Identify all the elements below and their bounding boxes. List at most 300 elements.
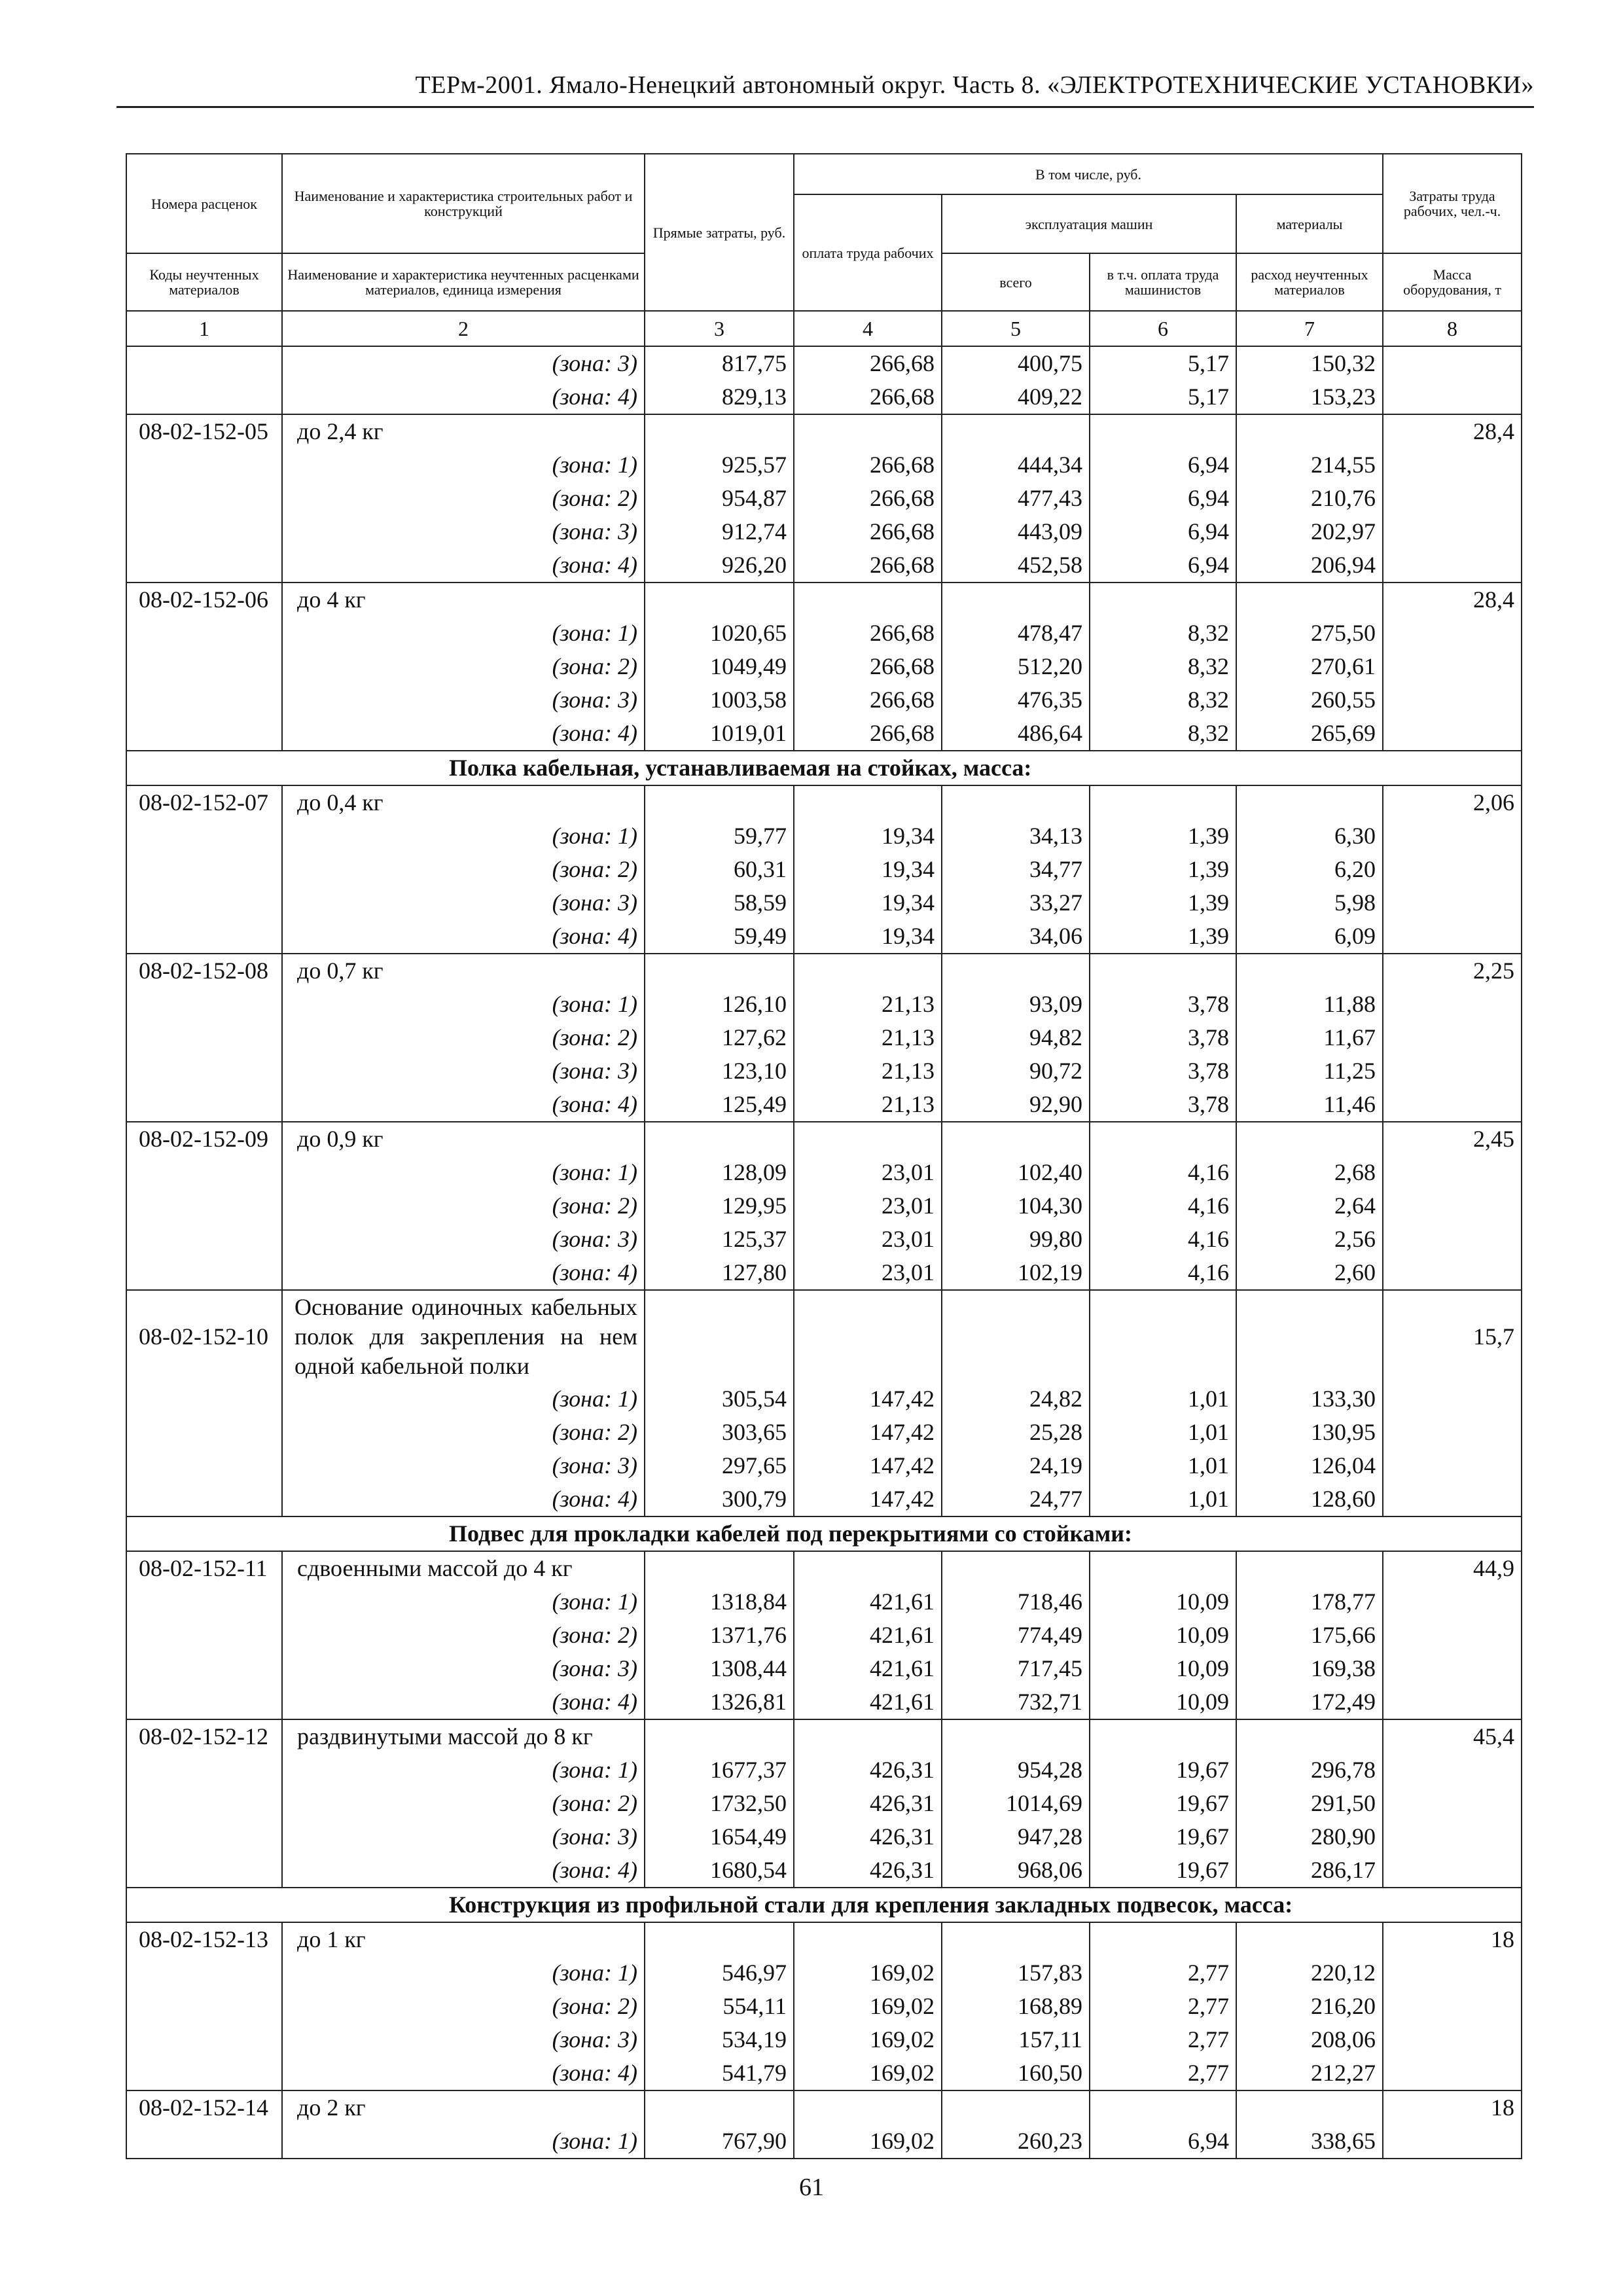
direct-costs: 546,97 bbox=[645, 1956, 794, 1990]
zone-row bbox=[126, 1753, 1522, 1787]
empty-cell bbox=[942, 1122, 1090, 1156]
machines-total: 25,28 bbox=[942, 1416, 1090, 1449]
zone-row bbox=[126, 683, 1522, 717]
rate-code: 08-02-152-05 bbox=[126, 414, 282, 448]
worker-pay: 266,68 bbox=[794, 617, 942, 650]
empty-cell bbox=[1090, 583, 1236, 617]
operator-pay: 1,01 bbox=[1090, 1449, 1236, 1482]
empty-cell bbox=[126, 1088, 282, 1122]
worker-pay: 169,02 bbox=[794, 2023, 942, 2056]
empty-cell bbox=[645, 1551, 794, 1585]
col-header-unaccounted-materials: расход неучтенных материалов bbox=[1236, 253, 1383, 311]
worker-pay: 266,68 bbox=[794, 650, 942, 683]
section-title: Подвес для прокладки кабелей под перекрытиями со стойками: bbox=[282, 1516, 1522, 1551]
zone-row bbox=[126, 1416, 1522, 1449]
materials-cost: 296,78 bbox=[1236, 1753, 1383, 1787]
empty-cell bbox=[1383, 1820, 1522, 1854]
zone-row bbox=[126, 1256, 1522, 1290]
materials-cost: 6,09 bbox=[1236, 920, 1383, 954]
worker-pay: 19,34 bbox=[794, 853, 942, 886]
machines-total: 947,28 bbox=[942, 1820, 1090, 1854]
zone-row bbox=[126, 1189, 1522, 1223]
direct-costs: 817,75 bbox=[645, 346, 794, 380]
zone-row bbox=[126, 1021, 1522, 1054]
direct-costs: 303,65 bbox=[645, 1416, 794, 1449]
worker-pay: 266,68 bbox=[794, 515, 942, 548]
empty-cell bbox=[126, 1990, 282, 2023]
rate-name: до 0,7 кг bbox=[282, 954, 645, 988]
zone-row bbox=[126, 1854, 1522, 1888]
empty-cell bbox=[645, 785, 794, 819]
labor-hours: 2,25 bbox=[1383, 954, 1522, 988]
table-header bbox=[126, 154, 1522, 346]
direct-costs: 1326,81 bbox=[645, 1685, 794, 1719]
section-spacer bbox=[126, 1516, 282, 1551]
empty-cell bbox=[1383, 448, 1522, 482]
machines-total: 732,71 bbox=[942, 1685, 1090, 1719]
document-title: ТЕРм-2001. Ямало-Ненецкий автономный округ. Часть 8. «ЭЛЕКТРОТЕХНИЧЕСКИЕ УСТАНОВКИ» bbox=[415, 71, 1534, 99]
worker-pay: 266,68 bbox=[794, 717, 942, 751]
machines-total: 99,80 bbox=[942, 1223, 1090, 1256]
direct-costs: 1680,54 bbox=[645, 1854, 794, 1888]
empty-cell bbox=[1383, 1189, 1522, 1223]
zone-label: (зона: 4) bbox=[282, 1256, 645, 1290]
direct-costs: 123,10 bbox=[645, 1054, 794, 1088]
zone-label: (зона: 3) bbox=[282, 683, 645, 717]
empty-cell bbox=[942, 1719, 1090, 1753]
machines-total: 24,82 bbox=[942, 1382, 1090, 1416]
col-header-worker-pay: оплата труда рабочих bbox=[794, 194, 942, 311]
worker-pay: 23,01 bbox=[794, 1189, 942, 1223]
machines-total: 94,82 bbox=[942, 1021, 1090, 1054]
zone-label: (зона: 2) bbox=[282, 1990, 645, 2023]
empty-cell bbox=[794, 414, 942, 448]
rate-code: 08-02-152-07 bbox=[126, 785, 282, 819]
materials-cost: 220,12 bbox=[1236, 1956, 1383, 1990]
worker-pay: 169,02 bbox=[794, 2125, 942, 2159]
empty-cell bbox=[1236, 1922, 1383, 1956]
empty-cell bbox=[794, 785, 942, 819]
labor-hours: 45,4 bbox=[1383, 1719, 1522, 1753]
materials-cost: 270,61 bbox=[1236, 650, 1383, 683]
worker-pay: 169,02 bbox=[794, 1990, 942, 2023]
empty-cell bbox=[126, 1652, 282, 1685]
empty-cell bbox=[1090, 414, 1236, 448]
empty-cell bbox=[1383, 1256, 1522, 1290]
zone-row bbox=[126, 346, 1522, 380]
worker-pay: 421,61 bbox=[794, 1619, 942, 1652]
materials-cost: 6,30 bbox=[1236, 819, 1383, 853]
empty-cell bbox=[1383, 1382, 1522, 1416]
rates-table bbox=[126, 153, 1522, 2159]
empty-cell bbox=[1383, 1482, 1522, 1516]
operator-pay: 2,77 bbox=[1090, 2023, 1236, 2056]
empty-cell bbox=[126, 2056, 282, 2090]
machines-total: 476,35 bbox=[942, 683, 1090, 717]
col-number: 5 bbox=[942, 311, 1090, 346]
worker-pay: 266,68 bbox=[794, 448, 942, 482]
zone-label: (зона: 3) bbox=[282, 2023, 645, 2056]
materials-cost: 265,69 bbox=[1236, 717, 1383, 751]
zone-label: (зона: 1) bbox=[282, 1753, 645, 1787]
empty-cell bbox=[1236, 1122, 1383, 1156]
machines-total: 774,49 bbox=[942, 1619, 1090, 1652]
empty-cell bbox=[1090, 785, 1236, 819]
operator-pay: 1,01 bbox=[1090, 1416, 1236, 1449]
worker-pay: 421,61 bbox=[794, 1652, 942, 1685]
empty-cell bbox=[1383, 1585, 1522, 1619]
page-header bbox=[116, 71, 1534, 108]
materials-cost: 169,38 bbox=[1236, 1652, 1383, 1685]
direct-costs: 534,19 bbox=[645, 2023, 794, 2056]
empty-cell bbox=[126, 1482, 282, 1516]
zone-label: (зона: 4) bbox=[282, 1685, 645, 1719]
machines-total: 102,40 bbox=[942, 1156, 1090, 1189]
worker-pay: 21,13 bbox=[794, 1088, 942, 1122]
empty-cell bbox=[1383, 2125, 1522, 2159]
materials-cost: 280,90 bbox=[1236, 1820, 1383, 1854]
materials-cost: 260,55 bbox=[1236, 683, 1383, 717]
machines-total: 409,22 bbox=[942, 380, 1090, 414]
zone-row bbox=[126, 1619, 1522, 1652]
labor-hours: 44,9 bbox=[1383, 1551, 1522, 1585]
worker-pay: 23,01 bbox=[794, 1156, 942, 1189]
direct-costs: 1732,50 bbox=[645, 1787, 794, 1820]
empty-cell bbox=[942, 1290, 1090, 1382]
materials-cost: 11,46 bbox=[1236, 1088, 1383, 1122]
materials-cost: 2,56 bbox=[1236, 1223, 1383, 1256]
empty-cell bbox=[126, 853, 282, 886]
labor-hours: 28,4 bbox=[1383, 583, 1522, 617]
zone-row bbox=[126, 819, 1522, 853]
direct-costs: 60,31 bbox=[645, 853, 794, 886]
labor-hours: 2,06 bbox=[1383, 785, 1522, 819]
section-title: Конструкция из профильной стали для крепления закладных подвесок, масса: bbox=[282, 1888, 1522, 1922]
operator-pay: 19,67 bbox=[1090, 1820, 1236, 1854]
zone-label: (зона: 1) bbox=[282, 819, 645, 853]
operator-pay: 6,94 bbox=[1090, 2125, 1236, 2159]
machines-total: 24,77 bbox=[942, 1482, 1090, 1516]
empty-cell bbox=[126, 1223, 282, 1256]
worker-pay: 421,61 bbox=[794, 1685, 942, 1719]
rate-name: сдвоенными массой до 4 кг bbox=[282, 1551, 645, 1585]
rate-row bbox=[126, 954, 1522, 988]
materials-cost: 11,67 bbox=[1236, 1021, 1383, 1054]
rate-code: 08-02-152-10 bbox=[126, 1290, 282, 1382]
empty-cell bbox=[126, 617, 282, 650]
zone-row bbox=[126, 1685, 1522, 1719]
col-header-labor-hours: Затраты труда рабочих, чел.-ч. bbox=[1383, 154, 1522, 253]
empty-cell bbox=[1383, 1054, 1522, 1088]
zone-row bbox=[126, 1990, 1522, 2023]
operator-pay: 10,09 bbox=[1090, 1585, 1236, 1619]
empty-cell bbox=[1383, 1990, 1522, 2023]
worker-pay: 426,31 bbox=[794, 1820, 942, 1854]
zone-row bbox=[126, 1585, 1522, 1619]
zone-row bbox=[126, 380, 1522, 414]
zone-label: (зона: 3) bbox=[282, 346, 645, 380]
operator-pay: 3,78 bbox=[1090, 988, 1236, 1021]
col-header-machines-total: всего bbox=[942, 253, 1090, 311]
labor-hours: 15,7 bbox=[1383, 1290, 1522, 1382]
direct-costs: 297,65 bbox=[645, 1449, 794, 1482]
zone-label: (зона: 2) bbox=[282, 1021, 645, 1054]
empty-cell bbox=[645, 414, 794, 448]
empty-cell bbox=[1236, 1719, 1383, 1753]
empty-cell bbox=[645, 583, 794, 617]
rate-code: 08-02-152-14 bbox=[126, 2090, 282, 2125]
machines-total: 33,27 bbox=[942, 886, 1090, 920]
direct-costs: 1371,76 bbox=[645, 1619, 794, 1652]
empty-cell bbox=[645, 1290, 794, 1382]
zone-row bbox=[126, 2056, 1522, 2090]
operator-pay: 1,39 bbox=[1090, 920, 1236, 954]
empty-cell bbox=[126, 2023, 282, 2056]
machines-total: 400,75 bbox=[942, 346, 1090, 380]
empty-cell bbox=[126, 548, 282, 583]
empty-cell bbox=[794, 583, 942, 617]
materials-cost: 206,94 bbox=[1236, 548, 1383, 583]
direct-costs: 1318,84 bbox=[645, 1585, 794, 1619]
direct-costs: 127,62 bbox=[645, 1021, 794, 1054]
materials-cost: 133,30 bbox=[1236, 1382, 1383, 1416]
zone-label: (зона: 2) bbox=[282, 1619, 645, 1652]
worker-pay: 266,68 bbox=[794, 346, 942, 380]
direct-costs: 1020,65 bbox=[645, 617, 794, 650]
empty-cell bbox=[126, 1753, 282, 1787]
empty-cell bbox=[645, 1719, 794, 1753]
direct-costs: 125,37 bbox=[645, 1223, 794, 1256]
empty-cell bbox=[126, 1054, 282, 1088]
direct-costs: 1308,44 bbox=[645, 1652, 794, 1685]
machines-total: 1014,69 bbox=[942, 1787, 1090, 1820]
empty-cell bbox=[794, 2090, 942, 2125]
empty-cell bbox=[942, 954, 1090, 988]
rate-name: до 2,4 кг bbox=[282, 414, 645, 448]
zone-row bbox=[126, 548, 1522, 583]
materials-cost: 150,32 bbox=[1236, 346, 1383, 380]
empty-cell bbox=[942, 583, 1090, 617]
empty-cell bbox=[126, 1189, 282, 1223]
empty-cell bbox=[126, 650, 282, 683]
worker-pay: 266,68 bbox=[794, 380, 942, 414]
zone-row bbox=[126, 920, 1522, 954]
empty-cell bbox=[1383, 1956, 1522, 1990]
zone-row bbox=[126, 1088, 1522, 1122]
zone-label: (зона: 1) bbox=[282, 2125, 645, 2159]
materials-cost: 275,50 bbox=[1236, 617, 1383, 650]
zone-label: (зона: 4) bbox=[282, 1088, 645, 1122]
empty-cell bbox=[942, 414, 1090, 448]
worker-pay: 21,13 bbox=[794, 1054, 942, 1088]
empty-cell bbox=[126, 1685, 282, 1719]
direct-costs: 954,87 bbox=[645, 482, 794, 515]
empty-cell bbox=[794, 1551, 942, 1585]
empty-cell bbox=[126, 346, 282, 380]
zone-label: (зона: 3) bbox=[282, 1449, 645, 1482]
empty-cell bbox=[126, 1787, 282, 1820]
zone-row bbox=[126, 1223, 1522, 1256]
worker-pay: 426,31 bbox=[794, 1787, 942, 1820]
empty-cell bbox=[794, 954, 942, 988]
zone-label: (зона: 4) bbox=[282, 548, 645, 583]
direct-costs: 925,57 bbox=[645, 448, 794, 482]
col-header-rate-numbers: Номера расценок bbox=[126, 154, 282, 253]
zone-label: (зона: 3) bbox=[282, 515, 645, 548]
machines-total: 443,09 bbox=[942, 515, 1090, 548]
worker-pay: 21,13 bbox=[794, 1021, 942, 1054]
materials-cost: 172,49 bbox=[1236, 1685, 1383, 1719]
operator-pay: 8,32 bbox=[1090, 717, 1236, 751]
machines-total: 512,20 bbox=[942, 650, 1090, 683]
zone-label: (зона: 1) bbox=[282, 1382, 645, 1416]
materials-cost: 5,98 bbox=[1236, 886, 1383, 920]
rate-row bbox=[126, 1719, 1522, 1753]
zone-label: (зона: 1) bbox=[282, 1585, 645, 1619]
empty-cell bbox=[1383, 988, 1522, 1021]
zone-row bbox=[126, 2023, 1522, 2056]
empty-cell bbox=[1383, 346, 1522, 380]
worker-pay: 426,31 bbox=[794, 1753, 942, 1787]
operator-pay: 19,67 bbox=[1090, 1854, 1236, 1888]
zone-label: (зона: 3) bbox=[282, 1223, 645, 1256]
zone-label: (зона: 4) bbox=[282, 1482, 645, 1516]
section-row bbox=[126, 751, 1522, 785]
rate-row bbox=[126, 785, 1522, 819]
empty-cell bbox=[645, 954, 794, 988]
worker-pay: 426,31 bbox=[794, 1854, 942, 1888]
machines-total: 102,19 bbox=[942, 1256, 1090, 1290]
direct-costs: 1019,01 bbox=[645, 717, 794, 751]
empty-cell bbox=[1383, 1753, 1522, 1787]
col-number: 2 bbox=[282, 311, 645, 346]
empty-cell bbox=[126, 683, 282, 717]
materials-cost: 202,97 bbox=[1236, 515, 1383, 548]
materials-cost: 2,68 bbox=[1236, 1156, 1383, 1189]
rate-name: Основание одиночных кабельных полок для закрепления на нем одной кабельной полки bbox=[282, 1290, 645, 1382]
materials-cost: 11,88 bbox=[1236, 988, 1383, 1021]
worker-pay: 19,34 bbox=[794, 886, 942, 920]
machines-total: 93,09 bbox=[942, 988, 1090, 1021]
direct-costs: 126,10 bbox=[645, 988, 794, 1021]
operator-pay: 1,39 bbox=[1090, 819, 1236, 853]
operator-pay: 1,39 bbox=[1090, 886, 1236, 920]
operator-pay: 10,09 bbox=[1090, 1685, 1236, 1719]
materials-cost: 6,20 bbox=[1236, 853, 1383, 886]
materials-cost: 178,77 bbox=[1236, 1585, 1383, 1619]
col-number: 8 bbox=[1383, 311, 1522, 346]
empty-cell bbox=[1236, 1551, 1383, 1585]
empty-cell bbox=[794, 1122, 942, 1156]
worker-pay: 169,02 bbox=[794, 1956, 942, 1990]
empty-cell bbox=[645, 2090, 794, 2125]
empty-cell bbox=[126, 1585, 282, 1619]
materials-cost: 126,04 bbox=[1236, 1449, 1383, 1482]
materials-cost: 214,55 bbox=[1236, 448, 1383, 482]
machines-total: 486,64 bbox=[942, 717, 1090, 751]
machines-total: 90,72 bbox=[942, 1054, 1090, 1088]
empty-cell bbox=[1383, 1088, 1522, 1122]
materials-cost: 175,66 bbox=[1236, 1619, 1383, 1652]
operator-pay: 19,67 bbox=[1090, 1787, 1236, 1820]
zone-row bbox=[126, 1449, 1522, 1482]
empty-cell bbox=[1236, 1290, 1383, 1382]
operator-pay: 10,09 bbox=[1090, 1619, 1236, 1652]
operator-pay: 19,67 bbox=[1090, 1753, 1236, 1787]
col-number: 3 bbox=[645, 311, 794, 346]
machines-total: 718,46 bbox=[942, 1585, 1090, 1619]
section-title: Полка кабельная, устанавливаемая на стойках, масса: bbox=[282, 751, 1522, 785]
empty-cell bbox=[1090, 954, 1236, 988]
direct-costs: 1677,37 bbox=[645, 1753, 794, 1787]
direct-costs: 129,95 bbox=[645, 1189, 794, 1223]
empty-cell bbox=[1383, 1416, 1522, 1449]
empty-cell bbox=[942, 1551, 1090, 1585]
worker-pay: 23,01 bbox=[794, 1223, 942, 1256]
zone-label: (зона: 2) bbox=[282, 1416, 645, 1449]
operator-pay: 10,09 bbox=[1090, 1652, 1236, 1685]
materials-cost: 128,60 bbox=[1236, 1482, 1383, 1516]
zone-label: (зона: 2) bbox=[282, 1787, 645, 1820]
empty-cell bbox=[126, 1416, 282, 1449]
rate-name: до 4 кг bbox=[282, 583, 645, 617]
zone-label: (зона: 4) bbox=[282, 1854, 645, 1888]
rate-row bbox=[126, 1922, 1522, 1956]
direct-costs: 305,54 bbox=[645, 1382, 794, 1416]
zone-label: (зона: 3) bbox=[282, 1054, 645, 1088]
labor-hours: 18 bbox=[1383, 1922, 1522, 1956]
zone-row bbox=[126, 1787, 1522, 1820]
operator-pay: 4,16 bbox=[1090, 1189, 1236, 1223]
zone-row bbox=[126, 515, 1522, 548]
empty-cell bbox=[794, 1290, 942, 1382]
direct-costs: 1049,49 bbox=[645, 650, 794, 683]
labor-hours: 28,4 bbox=[1383, 414, 1522, 448]
machines-total: 24,19 bbox=[942, 1449, 1090, 1482]
empty-cell bbox=[126, 482, 282, 515]
rate-code: 08-02-152-08 bbox=[126, 954, 282, 988]
operator-pay: 2,77 bbox=[1090, 2056, 1236, 2090]
rate-row bbox=[126, 414, 1522, 448]
direct-costs: 541,79 bbox=[645, 2056, 794, 2090]
zone-label: (зона: 1) bbox=[282, 988, 645, 1021]
empty-cell bbox=[1383, 380, 1522, 414]
operator-pay: 1,39 bbox=[1090, 853, 1236, 886]
col-number: 4 bbox=[794, 311, 942, 346]
col-header-material-name: Наименование и характеристика неучтенных расценками материалов, единица измерения bbox=[282, 253, 645, 311]
empty-cell bbox=[1383, 482, 1522, 515]
empty-cell bbox=[1383, 920, 1522, 954]
col-number: 6 bbox=[1090, 311, 1236, 346]
machines-total: 954,28 bbox=[942, 1753, 1090, 1787]
direct-costs: 912,74 bbox=[645, 515, 794, 548]
direct-costs: 128,09 bbox=[645, 1156, 794, 1189]
rate-name: до 1 кг bbox=[282, 1922, 645, 1956]
empty-cell bbox=[1383, 1156, 1522, 1189]
empty-cell bbox=[126, 886, 282, 920]
zone-row bbox=[126, 988, 1522, 1021]
empty-cell bbox=[1383, 617, 1522, 650]
operator-pay: 8,32 bbox=[1090, 650, 1236, 683]
zone-row bbox=[126, 853, 1522, 886]
col-header-materials: материалы bbox=[1236, 194, 1383, 253]
operator-pay: 8,32 bbox=[1090, 617, 1236, 650]
section-spacer bbox=[126, 1888, 282, 1922]
zone-label: (зона: 4) bbox=[282, 380, 645, 414]
rates-table-container bbox=[126, 153, 1521, 2159]
machines-total: 160,50 bbox=[942, 2056, 1090, 2090]
section-row bbox=[126, 1516, 1522, 1551]
